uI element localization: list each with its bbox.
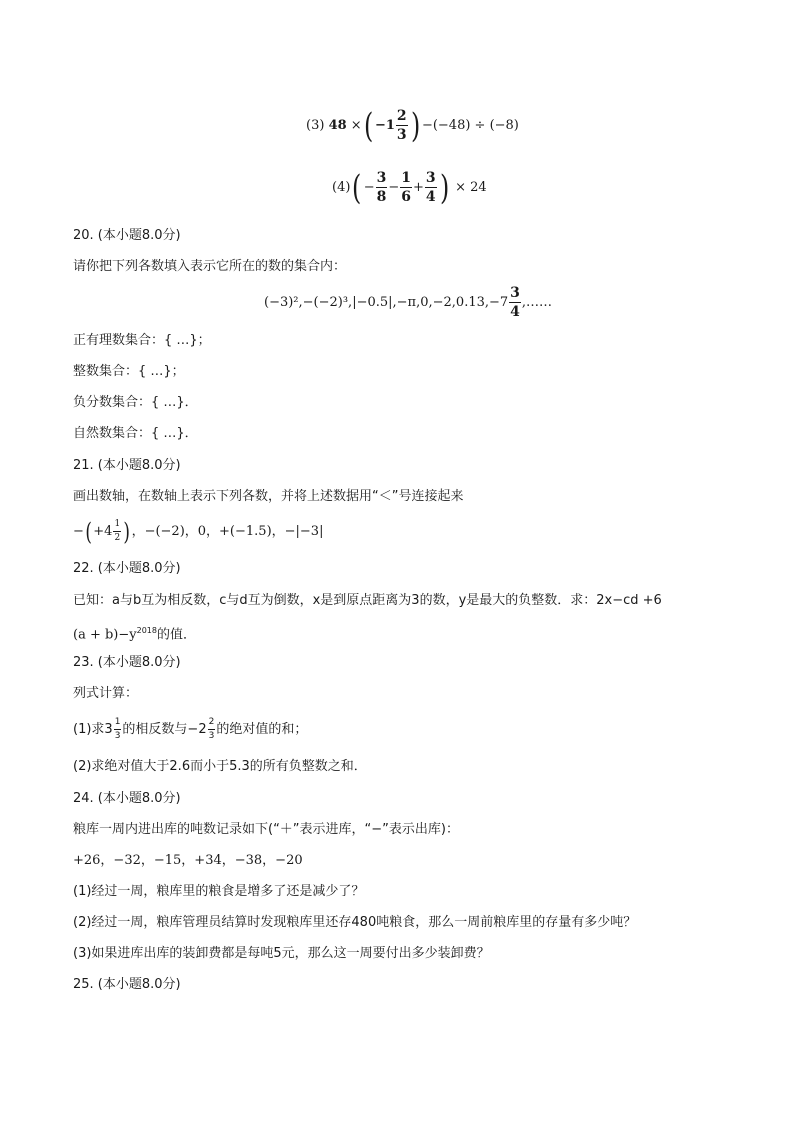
fraction-denominator: 8 [376,189,387,205]
fraction-denominator: 3 [114,731,121,741]
q24-data: +26，−32，−15，+34，−38，−20 [73,853,303,868]
q20-intro: 请你把下列各数填入表示它所在的数的集合内： [73,259,347,274]
fraction [396,109,408,142]
expr-tail: × 24 [455,180,487,195]
left-paren: ( [85,517,92,546]
expr-label: (3) [306,118,325,133]
q21-number-list [73,516,323,548]
q20-number-list [264,286,552,319]
fraction-denominator: 4 [425,189,436,205]
q25-header: 25. (本小题8.0分) [73,977,181,992]
text: 的相反数与−2 [122,722,207,737]
fraction-numerator: 3 [510,285,520,301]
expression-3 [306,105,519,146]
number-list-tail: ,…… [521,295,553,310]
q20-set-integer: 整数集合：{ …}； [73,364,185,379]
q20-header: 20. (本小题8.0分) [73,228,181,243]
q21-intro: 画出数轴，在数轴上表示下列各数，并将上述数据用“＜”号连接起来 [73,489,464,504]
fraction-denominator: 4 [510,304,520,320]
mixed-whole: −1 [374,118,395,133]
left-paren: ( [363,105,373,146]
q24-header: 24. (本小题8.0分) [73,791,181,806]
q22-line2 [73,622,196,644]
fraction [114,718,122,741]
q20-set-positive-rational: 正有理数集合：{ …}； [73,333,211,348]
fraction-numerator: 3 [376,170,387,186]
left-paren: ( [352,167,362,208]
q23-part2: (2)求绝对值大于2.6而小于5.3的所有负整数之和． [73,759,367,774]
expression-4 [332,167,487,208]
text: 的值． [156,627,196,643]
fraction-numerator: 2 [396,108,407,124]
q23-part1 [73,716,307,744]
fraction [208,718,216,741]
right-paren: ) [439,167,449,208]
fraction [376,171,388,204]
fraction-denominator: 6 [401,189,411,205]
formula: (a + b)−y [73,627,137,643]
expr-label: (4) [332,180,351,195]
number-list-tail: ，−(−2)，0，+(−1.5)，−|−3| [131,524,324,539]
sign: − [73,524,84,539]
q24-part1: (1)经过一周，粮库里的粮食是增多了还是减少了？ [73,884,365,899]
expr-op: × [350,118,362,133]
q24-part2: (2)经过一周，粮库管理员结算时发现粮库里还存480吨粮食，那么一周前粮库里的存量有多少吨？ [73,915,637,930]
sign: − [363,180,375,195]
fraction-numerator: 1 [401,170,411,186]
q23-header: 23. (本小题8.0分) [73,655,181,670]
sign: − [388,180,400,195]
fraction-numerator: 1 [114,718,122,730]
fraction-numerator: 3 [425,170,436,186]
fraction [113,520,121,543]
mixed-whole: +4 [93,524,113,539]
text: 的绝对值的和； [216,722,308,737]
sign: + [413,180,424,195]
q22-header: 22. (本小题8.0分) [73,561,181,576]
right-paren: ) [123,517,131,546]
fraction [400,171,412,204]
fraction-denominator: 3 [208,731,215,741]
q23-intro: 列式计算： [73,686,139,701]
fraction-denominator: 3 [396,127,407,143]
text: (1)求3 [73,722,113,737]
q20-set-negative-fraction: 负分数集合：{ …}． [73,395,198,410]
q24-intro: 粮库一周内进出库的吨数记录如下(“＋”表示进库，“−”表示出库)： [73,822,459,837]
number-list-text: (−3)²,−(−2)³,|−0.5|,−π,0,−2,0.13,−7 [264,295,509,310]
exponent: 2018 [136,626,157,635]
fraction-denominator: 2 [114,533,121,543]
right-paren: ) [410,105,420,146]
fraction [425,171,437,204]
q24-part3: (3)如果进库出库的装卸费都是每吨5元，那么这一周要付出多少装卸费？ [73,946,490,961]
q20-set-natural: 自然数集合：{ …}． [73,426,198,441]
fraction-numerator: 1 [113,520,121,532]
expr-term: 48 [328,118,347,133]
q21-header: 21. (本小题8.0分) [73,458,181,473]
q22-line1: 已知：a与b互为相反数，c与d互为倒数，x是到原点距离为3的数，y是最大的负整数．求：2x−cd +6 [73,593,662,608]
fraction-numerator: 2 [208,718,216,730]
fraction [509,286,521,319]
expr-tail: −(−48) ÷ (−8) [421,118,519,133]
